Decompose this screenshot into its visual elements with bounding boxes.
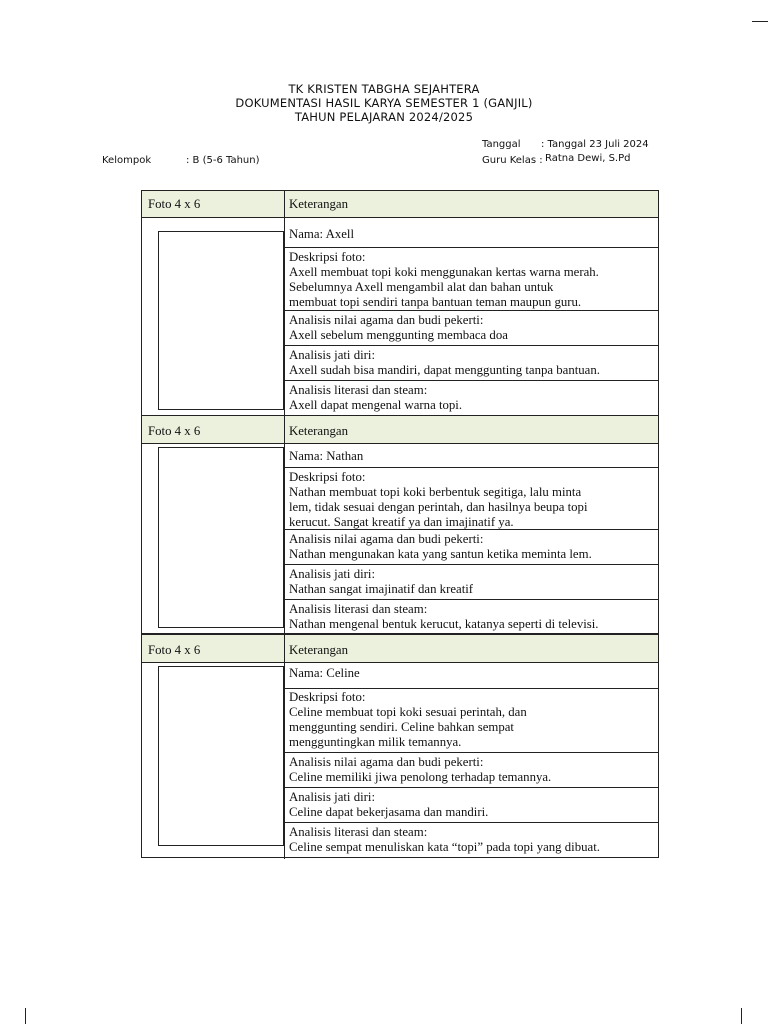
nama-cell: Nama: Axell: [289, 227, 355, 241]
row-divider: [284, 310, 658, 311]
column-divider: [284, 635, 285, 859]
table-header: [142, 416, 658, 444]
crop-mark-top-right: [752, 21, 768, 22]
row-divider: [284, 752, 658, 753]
tanggal-value: : Tanggal 23 Juli 2024: [541, 139, 649, 150]
crop-mark-bottom-right: [741, 1008, 742, 1024]
literasi-cell: Analisis literasi dan steam: Celine sempat menuliskan kata “topi” pada topi yang dibuat.: [289, 825, 600, 854]
photo-placeholder: [158, 666, 284, 846]
deskripsi-cell: Deskripsi foto: Celine membuat topi koki sesuai perintah, dan menggunting sendiri. Celine bahkan sempat mengguntingkan milik temannya.: [289, 690, 527, 749]
photo-header: Foto 4 x 6: [148, 643, 201, 657]
nama-cell: Nama: Celine: [289, 666, 360, 680]
guru-value: Ratna Dewi, S.Pd: [545, 153, 631, 164]
jati-diri-cell: Analisis jati diri: Celine dapat bekerjasama dan mandiri.: [289, 790, 489, 819]
deskripsi-cell: Deskripsi foto: Nathan membuat topi koki berbentuk segitiga, lalu minta lem, tidak sesuai dengan perintah, dan hasilnya beupa topi kerucut. Sangat kreatif ya dan imajinatif ya.: [289, 470, 588, 529]
literasi-cell: Analisis literasi dan steam: Nathan mengenal bentuk kerucut, katanya seperti di televisi.: [289, 602, 599, 631]
photo-header: Foto 4 x 6: [148, 424, 201, 438]
row-divider: [284, 247, 658, 248]
entry-table: [141, 190, 659, 416]
academic-year: TAHUN PELAJARAN 2024/2025: [294, 110, 474, 124]
entry-table: [141, 415, 659, 634]
column-divider: [284, 416, 285, 635]
kelompok-value: : B (5-6 Tahun): [186, 155, 260, 166]
agama-cell: Analisis nilai agama dan budi pekerti: Axell sebelum menggunting membaca doa: [289, 313, 508, 342]
table-header: [142, 191, 658, 218]
tanggal-label: Tanggal: [482, 139, 521, 150]
row-divider: [284, 599, 658, 600]
literasi-cell: Analisis literasi dan steam: Axell dapat mengenal warna topi.: [289, 383, 463, 412]
photo-header: Foto 4 x 6: [148, 197, 201, 211]
photo-placeholder: [158, 447, 284, 628]
agama-cell: Analisis nilai agama dan budi pekerti: Celine memiliki jiwa penolong terhadap temannya.: [289, 755, 552, 784]
keterangan-header: Keterangan: [289, 424, 348, 438]
keterangan-header: Keterangan: [289, 643, 348, 657]
row-divider: [284, 345, 658, 346]
photo-placeholder: [158, 231, 284, 410]
guru-label: Guru Kelas :: [482, 155, 543, 166]
crop-mark-bottom-left: [25, 1008, 26, 1024]
row-divider: [284, 467, 658, 468]
row-divider: [284, 688, 658, 689]
nama-cell: Nama: Nathan: [289, 449, 364, 463]
row-divider: [284, 787, 658, 788]
jati-diri-cell: Analisis jati diri: Nathan sangat imajinatif dan kreatif: [289, 567, 474, 596]
school-name: TK KRISTEN TABGHA SEJAHTERA: [288, 82, 480, 96]
column-divider: [284, 191, 285, 417]
keterangan-header: Keterangan: [289, 197, 348, 211]
jati-diri-cell: Analisis jati diri: Axell sudah bisa mandiri, dapat menggunting tanpa bantuan.: [289, 348, 600, 377]
document-title: DOKUMENTASI HASIL KARYA SEMESTER 1 (GANJIL): [235, 96, 533, 110]
agama-cell: Analisis nilai agama dan budi pekerti: Nathan mengunakan kata yang santun ketika meminta lem.: [289, 532, 592, 561]
row-divider: [284, 822, 658, 823]
table-header: [142, 635, 658, 663]
deskripsi-cell: Deskripsi foto: Axell membuat topi koki menggunakan kertas warna merah. Sebelumnya Axell mengambil alat dan bahan untuk membuat topi sendiri tanpa bantuan teman maupun guru.: [289, 250, 599, 309]
entry-table: [141, 634, 659, 858]
row-divider: [284, 380, 658, 381]
kelompok-label: Kelompok: [102, 155, 152, 166]
row-divider: [284, 564, 658, 565]
